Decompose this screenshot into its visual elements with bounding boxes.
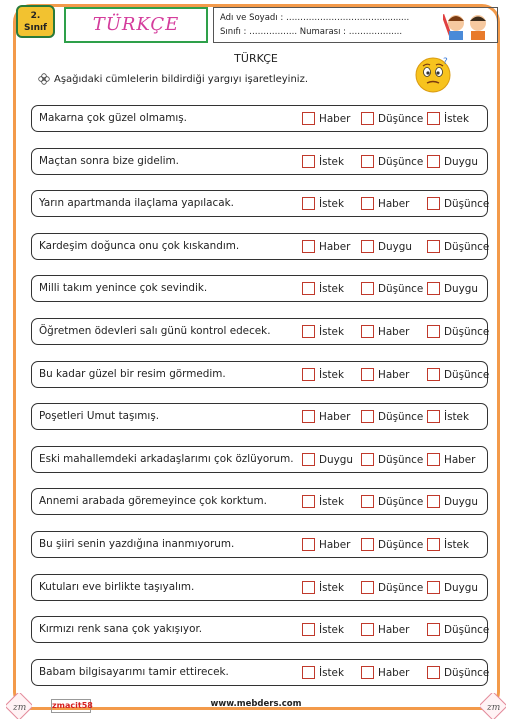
thinking-emoji-icon [413,54,453,94]
grade-badge [16,5,55,38]
zm-right-text: zm [487,703,501,713]
answer-checkbox[interactable] [427,495,440,508]
answer-option[interactable] [427,410,469,424]
answer-label: İstek [319,156,344,168]
answer-label: Duygu [319,454,353,466]
question-sentence: Makarna çok güzel olmamış. [39,112,187,124]
answer-checkbox[interactable] [361,282,374,295]
answer-option[interactable] [427,495,478,509]
answer-option[interactable] [361,410,423,424]
answer-checkbox[interactable] [361,197,374,210]
question-row [31,531,488,558]
answer-option[interactable] [427,240,489,254]
answer-checkbox[interactable] [427,410,440,423]
answer-label: Haber [319,113,351,125]
question-sentence: Maçtan sonra bize gidelim. [39,155,179,167]
answer-option[interactable] [361,240,412,254]
answer-label: Düşünce [444,241,490,253]
answer-checkbox[interactable] [302,495,315,508]
question-row [31,488,488,515]
answer-label: Düşünce [444,326,490,338]
answer-label: İstek [444,539,469,551]
answer-label: Duygu [444,496,478,508]
question-sentence: Öğretmen ödevleri salı günü kontrol edecek. [39,325,271,337]
answer-checkbox[interactable] [427,368,440,381]
answer-label: Düşünce [444,198,490,210]
answer-checkbox[interactable] [361,581,374,594]
answer-option[interactable] [302,410,350,424]
answer-label: İstek [444,113,469,125]
answer-option[interactable] [427,325,489,339]
flower-icon [38,73,50,85]
answer-option[interactable] [302,325,344,339]
subject-title: TÜRKÇE [92,14,180,35]
answer-checkbox[interactable] [302,240,315,253]
answer-label: İstek [319,582,344,594]
answer-checkbox[interactable] [427,666,440,679]
answer-checkbox[interactable] [302,453,315,466]
svg-text:?: ? [443,57,448,67]
question-sentence: Kırmızı renk sana çok yakışıyor. [39,623,203,635]
answer-checkbox[interactable] [427,453,440,466]
answer-checkbox[interactable] [302,155,315,168]
answer-label: Düşünce [378,454,424,466]
answer-option[interactable] [361,197,409,211]
answer-checkbox[interactable] [361,240,374,253]
grade-label: Sınıf [24,23,47,33]
footer-url: www.mebders.com [210,699,302,709]
question-row [31,233,488,260]
answer-option[interactable] [427,197,489,211]
answer-label: Düşünce [378,113,424,125]
answer-label: Duygu [444,156,478,168]
question-row [31,574,488,601]
answer-checkbox[interactable] [427,623,440,636]
answer-checkbox[interactable] [361,325,374,338]
answer-option[interactable] [427,453,475,467]
answer-option[interactable] [302,282,344,296]
answer-option[interactable] [427,282,478,296]
answer-label: Haber [378,198,410,210]
answer-label: İstek [319,198,344,210]
answer-checkbox[interactable] [427,282,440,295]
question-sentence: Milli takım yenince çok sevindik. [39,282,208,294]
answer-checkbox[interactable] [361,112,374,125]
answer-label: Duygu [444,582,478,594]
answer-option[interactable] [302,666,344,680]
class-number-field: Sınıfı : …………….. Numarası : …………….... [220,27,403,37]
zm-logo-right [480,693,506,719]
answer-option[interactable] [361,368,409,382]
answer-checkbox[interactable] [361,495,374,508]
question-sentence: Bu şiiri senin yazdığına inanmıyorum. [39,538,235,550]
answer-option[interactable] [302,240,350,254]
answer-checkbox[interactable] [427,112,440,125]
answer-label: Haber [444,454,476,466]
answer-option[interactable] [302,112,350,126]
question-row [31,275,488,302]
answer-option[interactable] [361,581,423,595]
answer-option[interactable] [427,112,469,126]
answer-label: İstek [444,411,469,423]
answer-label: İstek [319,283,344,295]
question-sentence: Babam bilgisayarımı tamir ettirecek. [39,666,229,678]
answer-label: Düşünce [378,539,424,551]
answer-checkbox[interactable] [361,666,374,679]
question-row [31,105,488,132]
answer-label: Haber [378,667,410,679]
answer-option[interactable] [302,155,344,169]
answer-checkbox[interactable] [302,666,315,679]
question-sentence: Kutuları eve birlikte taşıyalım. [39,581,195,593]
question-row [31,446,488,473]
answer-option[interactable] [302,368,344,382]
answer-checkbox[interactable] [302,538,315,551]
student-info-box [213,7,498,43]
answer-label: Duygu [378,241,412,253]
answer-checkbox[interactable] [302,623,315,636]
answer-checkbox[interactable] [361,453,374,466]
answer-option[interactable] [302,623,344,637]
answer-option[interactable] [427,623,489,637]
answer-checkbox[interactable] [302,410,315,423]
answer-option[interactable] [361,538,423,552]
answer-option[interactable] [302,495,344,509]
answer-label: Duygu [444,283,478,295]
question-row [31,616,488,643]
question-row [31,361,488,388]
subject-title-box [64,7,208,43]
answer-label: Haber [378,326,410,338]
question-sentence: Kardeşim doğunca onu çok kıskandım. [39,240,240,252]
answer-label: Düşünce [378,411,424,423]
answer-option[interactable] [361,623,409,637]
answer-label: İstek [319,496,344,508]
answer-option[interactable] [427,581,478,595]
answer-checkbox[interactable] [302,368,315,381]
answer-checkbox[interactable] [361,155,374,168]
answer-label: Düşünce [444,667,490,679]
question-row [31,318,488,345]
answer-checkbox[interactable] [361,368,374,381]
answer-label: Düşünce [378,156,424,168]
answer-checkbox[interactable] [427,197,440,210]
answer-option[interactable] [302,197,344,211]
answer-checkbox[interactable] [361,410,374,423]
question-row [31,659,488,686]
question-sentence: Eski mahallemdeki arkadaşlarımı çok özlüyorum. [39,453,294,465]
answer-checkbox[interactable] [302,325,315,338]
answer-checkbox[interactable] [427,155,440,168]
question-sentence: Annemi arabada göremeyince çok korktum. [39,495,267,507]
answer-checkbox[interactable] [302,197,315,210]
answer-checkbox[interactable] [427,325,440,338]
question-row [31,148,488,175]
answer-label: Haber [319,241,351,253]
question-row [31,190,488,217]
children-illustration [443,11,493,41]
answer-option[interactable] [361,155,423,169]
answer-option[interactable] [361,495,423,509]
answer-option[interactable] [427,538,469,552]
answer-option[interactable] [361,325,409,339]
answer-checkbox[interactable] [427,581,440,594]
answer-option[interactable] [427,155,478,169]
answer-option[interactable] [302,538,350,552]
page-title: TÜRKÇE [234,52,278,65]
name-field: Adı ve Soyadı : ……………………………........... [220,13,410,23]
answer-checkbox[interactable] [302,112,315,125]
grade-number: 2. [30,11,41,21]
answer-label: İstek [319,326,344,338]
answer-checkbox[interactable] [361,623,374,636]
answer-label: İstek [319,624,344,636]
answer-option[interactable] [361,453,423,467]
question-sentence: Bu kadar güzel bir resim görmedim. [39,368,226,380]
answer-option[interactable] [427,368,489,382]
answer-label: Düşünce [378,496,424,508]
question-row [31,403,488,430]
zm-left-text: zm [13,703,27,713]
answer-label: Haber [319,411,351,423]
answer-label: İstek [319,369,344,381]
answer-checkbox[interactable] [302,581,315,594]
answer-checkbox[interactable] [302,282,315,295]
answer-option[interactable] [302,581,344,595]
answer-label: Haber [378,369,410,381]
answer-option[interactable] [361,666,409,680]
answer-option[interactable] [427,666,489,680]
answer-option[interactable] [361,282,423,296]
answer-checkbox[interactable] [427,240,440,253]
answer-label: Düşünce [378,283,424,295]
answer-checkbox[interactable] [361,538,374,551]
question-sentence: Yarın apartmanda ilaçlama yapılacak. [39,197,234,209]
answer-option[interactable] [361,112,423,126]
answer-label: Haber [319,539,351,551]
answer-label: Haber [378,624,410,636]
instruction [38,73,308,85]
answer-label: Düşünce [444,624,490,636]
answer-option[interactable] [302,453,353,467]
answer-label: Düşünce [444,369,490,381]
instruction-text: Aşağıdaki cümlelerin bildirdiği yargıyı işaretleyiniz. [54,74,309,85]
answer-checkbox[interactable] [427,538,440,551]
answer-label: Düşünce [378,582,424,594]
answer-label: İstek [319,667,344,679]
author-tag: zmacit58 [51,699,91,713]
question-sentence: Poşetleri Umut taşımış. [39,410,160,422]
